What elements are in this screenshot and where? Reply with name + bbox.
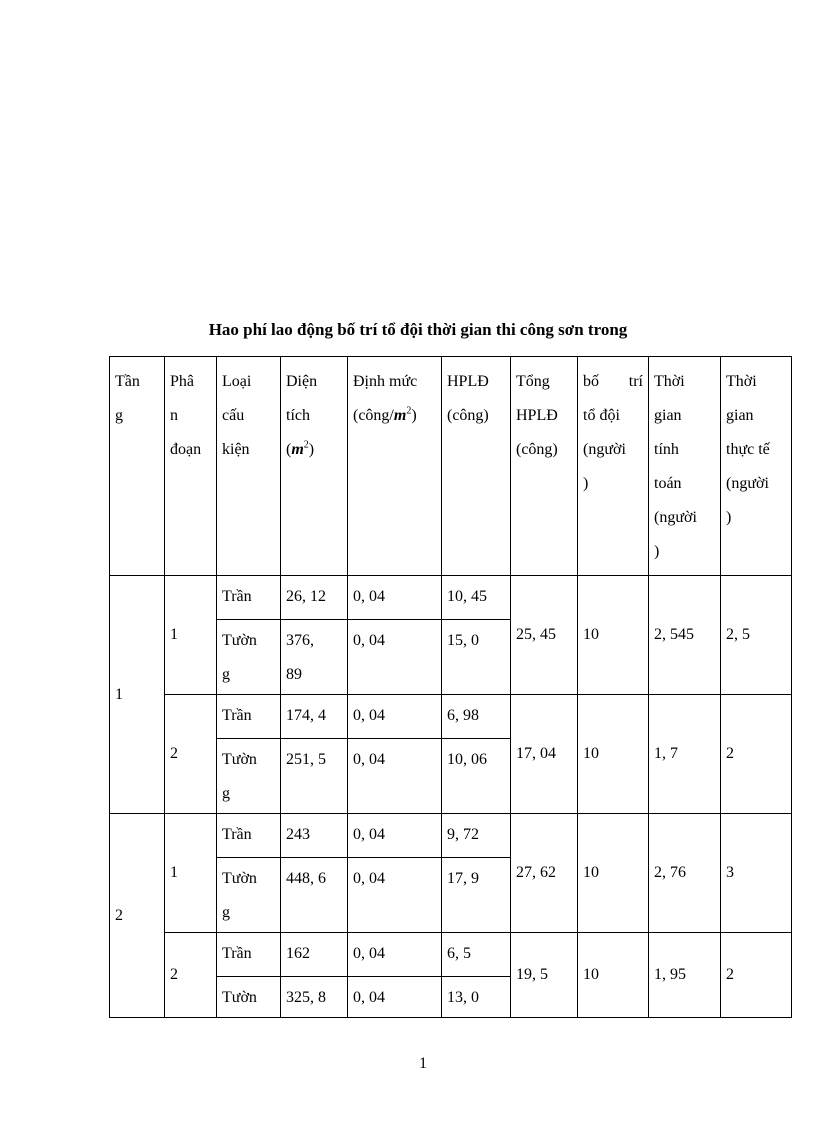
header-tg-thuc-te: Thời gian thực tế (người ) bbox=[721, 357, 792, 576]
cell-tg-thuc-te: 2 bbox=[721, 695, 792, 814]
cell-dien-tich: 162 bbox=[281, 933, 348, 977]
cell-hpld: 6, 5 bbox=[442, 933, 511, 977]
header-tang: Tần g bbox=[110, 357, 165, 576]
cell-dien-tich: 325, 8 bbox=[281, 977, 348, 1018]
cell-tg-tinh-toan: 2, 545 bbox=[649, 576, 721, 695]
cell-hpld: 6, 98 bbox=[442, 695, 511, 739]
cell-hpld: 9, 72 bbox=[442, 814, 511, 858]
cell-hpld: 15, 0 bbox=[442, 620, 511, 695]
header-tong-hpld: Tổng HPLĐ (công) bbox=[511, 357, 578, 576]
cell-tg-thuc-te: 2, 5 bbox=[721, 576, 792, 695]
cell-dien-tich: 26, 12 bbox=[281, 576, 348, 620]
cell-dinh-muc: 0, 04 bbox=[348, 620, 442, 695]
cell-dinh-muc: 0, 04 bbox=[348, 576, 442, 620]
header-dien-tich: Diện tích $(m^2)$ bbox=[281, 357, 348, 576]
cell-dinh-muc: 0, 04 bbox=[348, 858, 442, 933]
table-row bbox=[110, 695, 792, 739]
cell-tg-tinh-toan: 1, 7 bbox=[649, 695, 721, 814]
cell-tong-hpld: 25, 45 bbox=[511, 576, 578, 695]
cell-tg-tinh-toan: 2, 76 bbox=[649, 814, 721, 933]
cell-hpld: 10, 45 bbox=[442, 576, 511, 620]
header-bo-tri: bố trí tổ đội (người ) bbox=[578, 357, 649, 576]
cell-loai: Tườn bbox=[217, 977, 281, 1018]
table-row bbox=[110, 814, 792, 858]
header-dinh-muc: Định mức $(công/m^2)$ bbox=[348, 357, 442, 576]
table-row bbox=[110, 576, 792, 620]
cell-dinh-muc: 0, 04 bbox=[348, 739, 442, 814]
cell-bo-tri: 10 bbox=[578, 576, 649, 695]
cell-hpld: 10, 06 bbox=[442, 739, 511, 814]
table-row bbox=[110, 933, 792, 977]
cell-tg-thuc-te: 3 bbox=[721, 814, 792, 933]
table-title: Hao phí lao động bố trí tổ đội thời gian thi công sơn trong bbox=[208, 320, 628, 339]
page-number: 1 bbox=[419, 1055, 427, 1072]
cell-loai: Trần bbox=[217, 814, 281, 858]
cell-loai: Trần bbox=[217, 933, 281, 977]
cell-hpld: 13, 0 bbox=[442, 977, 511, 1018]
cell-phan-doan: 2 bbox=[165, 695, 217, 814]
cell-hpld: 17, 9 bbox=[442, 858, 511, 933]
cell-tg-thuc-te: 2 bbox=[721, 933, 792, 1018]
cell-dien-tich: 448, 6 bbox=[281, 858, 348, 933]
cell-dinh-muc: 0, 04 bbox=[348, 814, 442, 858]
cell-loai: Trần bbox=[217, 695, 281, 739]
header-tg-tinh-toan: Thời gian tính toán (người ) bbox=[649, 357, 721, 576]
cell-tang: 1 bbox=[110, 576, 165, 814]
cell-loai: Tườn g bbox=[217, 739, 281, 814]
cell-dinh-muc: 0, 04 bbox=[348, 977, 442, 1018]
cell-loai: Tườn g bbox=[217, 620, 281, 695]
header-loai-cau-kien: Loại cấu kiện bbox=[217, 357, 281, 576]
cell-bo-tri: 10 bbox=[578, 814, 649, 933]
cell-dien-tich: 376, 89 bbox=[281, 620, 348, 695]
cell-dien-tich: 243 bbox=[281, 814, 348, 858]
cell-loai: Tườn g bbox=[217, 858, 281, 933]
cell-dinh-muc: 0, 04 bbox=[348, 695, 442, 739]
cell-phan-doan: 1 bbox=[165, 814, 217, 933]
cell-tong-hpld: 19, 5 bbox=[511, 933, 578, 1018]
cell-dinh-muc: 0, 04 bbox=[348, 933, 442, 977]
cell-tong-hpld: 17, 04 bbox=[511, 695, 578, 814]
cell-dien-tich: 174, 4 bbox=[281, 695, 348, 739]
header-phan-doan: Phâ n đoạn bbox=[165, 357, 217, 576]
cell-tg-tinh-toan: 1, 95 bbox=[649, 933, 721, 1018]
header-hpld: HPLĐ (công) bbox=[442, 357, 511, 576]
cell-bo-tri: 10 bbox=[578, 695, 649, 814]
cell-tang: 2 bbox=[110, 814, 165, 1018]
table-header-row bbox=[110, 357, 792, 576]
labor-cost-table bbox=[109, 356, 792, 1018]
cell-tong-hpld: 27, 62 bbox=[511, 814, 578, 933]
cell-loai: Trần bbox=[217, 576, 281, 620]
cell-phan-doan: 1 bbox=[165, 576, 217, 695]
cell-bo-tri: 10 bbox=[578, 933, 649, 1018]
cell-dien-tich: 251, 5 bbox=[281, 739, 348, 814]
cell-phan-doan: 2 bbox=[165, 933, 217, 1018]
